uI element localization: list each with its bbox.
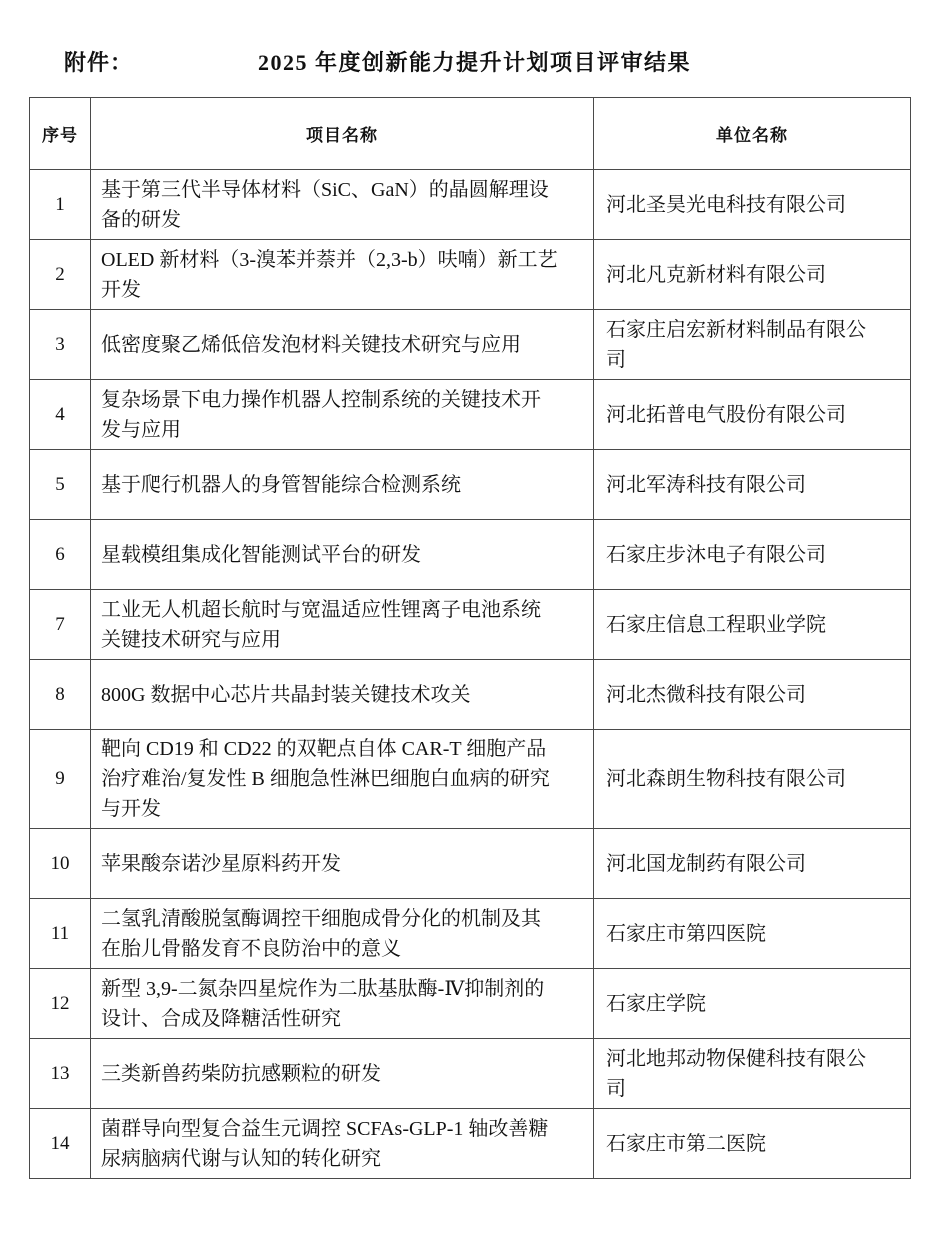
table-row bbox=[30, 380, 911, 450]
project-name-cell: 二氢乳清酸脱氢酶调控干细胞成骨分化的机制及其在胎儿骨骼发育不良防治中的意义 bbox=[91, 899, 594, 969]
row-number-cell: 5 bbox=[30, 450, 91, 520]
unit-name-cell: 河北森朗生物科技有限公司 bbox=[594, 730, 911, 829]
row-number-cell: 3 bbox=[30, 310, 91, 380]
row-number-cell: 1 bbox=[30, 170, 91, 240]
table-row bbox=[30, 590, 911, 660]
table-row bbox=[30, 450, 911, 520]
unit-name-cell: 河北圣昊光电科技有限公司 bbox=[594, 170, 911, 240]
row-number-cell: 7 bbox=[30, 590, 91, 660]
table-row bbox=[30, 730, 911, 829]
row-number-cell: 8 bbox=[30, 660, 91, 730]
unit-name-cell: 石家庄步沐电子有限公司 bbox=[594, 520, 911, 590]
unit-name-cell: 河北杰微科技有限公司 bbox=[594, 660, 911, 730]
row-number-cell: 14 bbox=[30, 1109, 91, 1179]
row-number-cell: 10 bbox=[30, 829, 91, 899]
project-name-cell: 靶向 CD19 和 CD22 的双靶点自体 CAR-T 细胞产品治疗难治/复发性 B 细胞急性淋巴细胞白血病的研究与开发 bbox=[91, 730, 594, 829]
project-name-cell: 800G 数据中心芯片共晶封装关键技术攻关 bbox=[91, 660, 594, 730]
row-number-cell: 6 bbox=[30, 520, 91, 590]
table-row bbox=[30, 899, 911, 969]
unit-name-cell: 石家庄市第四医院 bbox=[594, 899, 911, 969]
table-row bbox=[30, 310, 911, 380]
unit-name-cell: 石家庄市第二医院 bbox=[594, 1109, 911, 1179]
table-row bbox=[30, 660, 911, 730]
unit-name-cell: 河北地邦动物保健科技有限公司 bbox=[594, 1039, 911, 1109]
project-name-cell: 工业无人机超长航时与宽温适应性锂离子电池系统关键技术研究与应用 bbox=[91, 590, 594, 660]
unit-name-cell: 石家庄启宏新材料制品有限公司 bbox=[594, 310, 911, 380]
col-header-project: 项目名称 bbox=[91, 98, 594, 170]
row-number-cell: 4 bbox=[30, 380, 91, 450]
col-header-unit: 单位名称 bbox=[594, 98, 911, 170]
project-name-cell: 三类新兽药柴防抗感颗粒的研发 bbox=[91, 1039, 594, 1109]
title-row bbox=[0, 0, 949, 97]
attachment-label: 附件： bbox=[64, 50, 134, 75]
project-name-cell: 星载模组集成化智能测试平台的研发 bbox=[91, 520, 594, 590]
table-row bbox=[30, 240, 911, 310]
table-row bbox=[30, 1039, 911, 1109]
results-table bbox=[29, 97, 911, 1179]
table-row bbox=[30, 829, 911, 899]
project-name-cell: 苹果酸奈诺沙星原料药开发 bbox=[91, 829, 594, 899]
project-name-cell: 基于爬行机器人的身管智能综合检测系统 bbox=[91, 450, 594, 520]
table-row bbox=[30, 520, 911, 590]
project-name-cell: 低密度聚乙烯低倍发泡材料关键技术研究与应用 bbox=[91, 310, 594, 380]
table-row bbox=[30, 969, 911, 1039]
row-number-cell: 12 bbox=[30, 969, 91, 1039]
unit-name-cell: 石家庄信息工程职业学院 bbox=[594, 590, 911, 660]
unit-name-cell: 河北国龙制药有限公司 bbox=[594, 829, 911, 899]
row-number-cell: 13 bbox=[30, 1039, 91, 1109]
project-name-cell: 基于第三代半导体材料（SiC、GaN）的晶圆解理设备的研发 bbox=[91, 170, 594, 240]
row-number-cell: 11 bbox=[30, 899, 91, 969]
project-name-cell: 新型 3,9-二氮杂四星烷作为二肽基肽酶-Ⅳ抑制剂的设计、合成及降糖活性研究 bbox=[91, 969, 594, 1039]
project-name-cell: 复杂场景下电力操作机器人控制系统的关键技术开发与应用 bbox=[91, 380, 594, 450]
project-name-cell: 菌群导向型复合益生元调控 SCFAs-GLP-1 轴改善糖尿病脑病代谢与认知的转化研究 bbox=[91, 1109, 594, 1179]
unit-name-cell: 河北凡克新材料有限公司 bbox=[594, 240, 911, 310]
unit-name-cell: 河北军涛科技有限公司 bbox=[594, 450, 911, 520]
header-row bbox=[30, 98, 911, 170]
table-header bbox=[30, 98, 911, 170]
row-number-cell: 9 bbox=[30, 730, 91, 829]
unit-name-cell: 河北拓普电气股份有限公司 bbox=[594, 380, 911, 450]
table-body bbox=[30, 170, 911, 1179]
col-header-no: 序号 bbox=[30, 98, 91, 170]
table-row bbox=[30, 170, 911, 240]
page-title: 2025 年度创新能力提升计划项目评审结果 bbox=[257, 50, 691, 75]
project-name-cell: OLED 新材料（3-溴苯并萘并（2,3-b）呋喃）新工艺开发 bbox=[91, 240, 594, 310]
unit-name-cell: 石家庄学院 bbox=[594, 969, 911, 1039]
row-number-cell: 2 bbox=[30, 240, 91, 310]
table-row bbox=[30, 1109, 911, 1179]
